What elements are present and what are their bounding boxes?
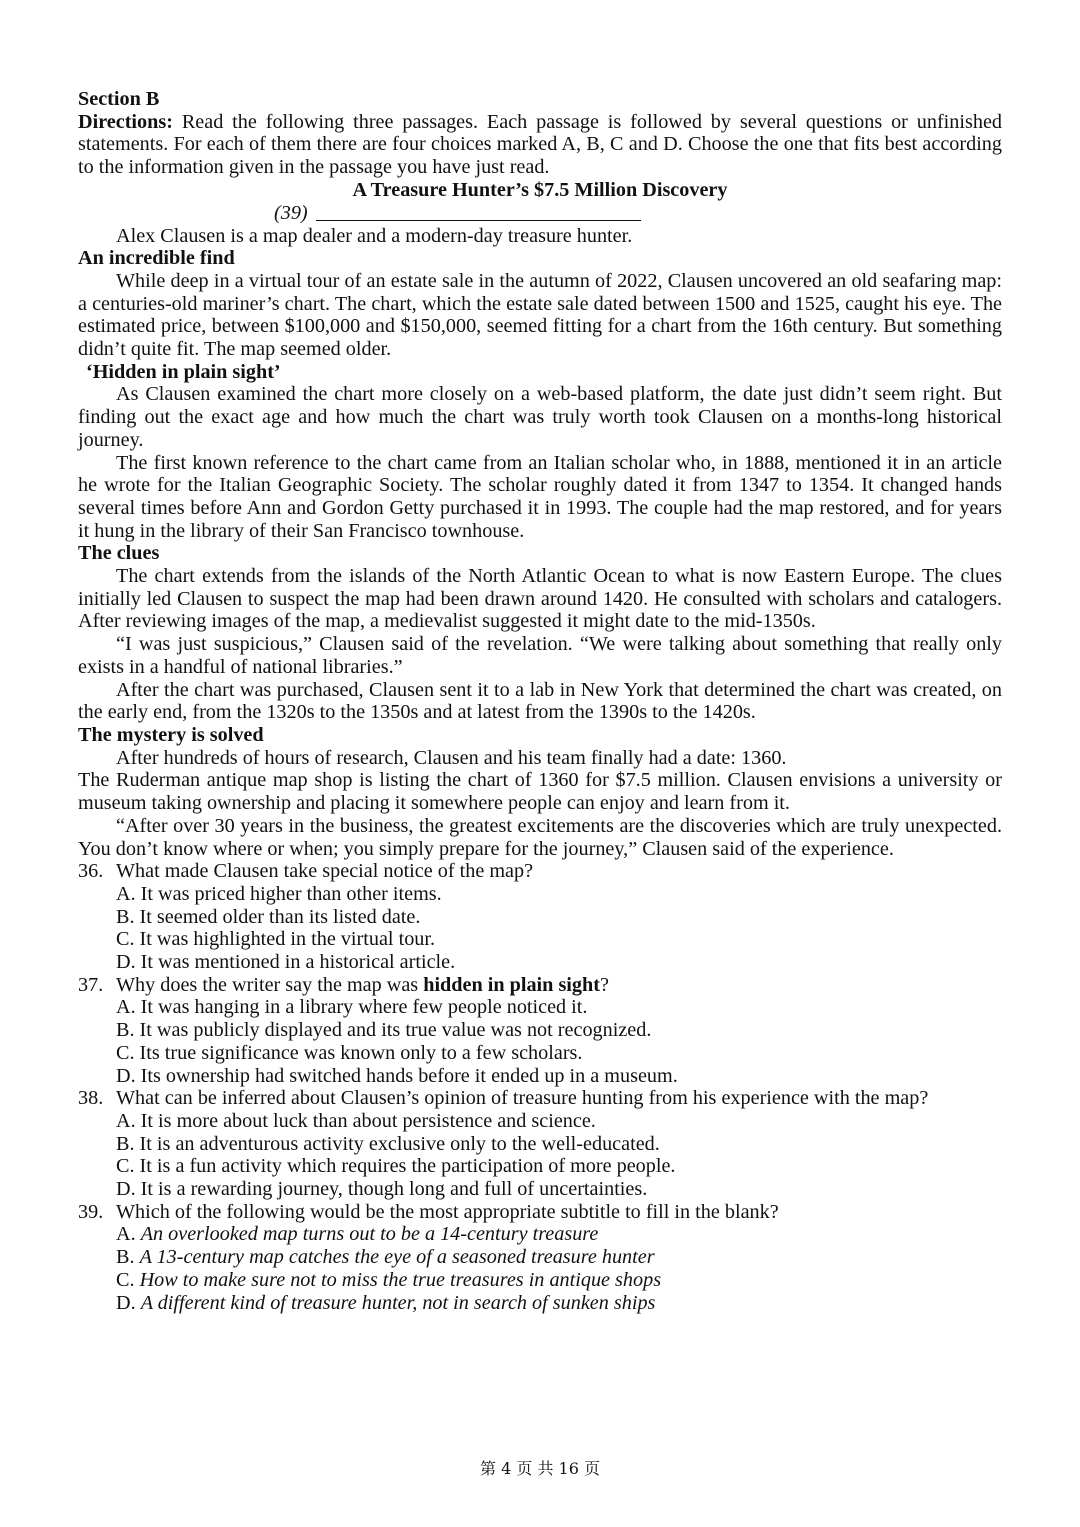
answer-option[interactable]: B. It was publicly displayed and its true value was not recognized.: [116, 1019, 652, 1042]
question-stem: Which of the following would be the most appropriate subtitle to fill in the blank?: [116, 1200, 779, 1223]
paragraph: “After over 30 years in the business, the greatest excitements are the discoveries which are truly unexpected. You don’t know where or when; you simply prepare for the journey,” Clausen said of the experience.: [78, 814, 1002, 860]
exam-page: [78, 88, 1002, 1314]
option-text: A different kind of treasure hunter, not in search of sunken ships: [140, 1291, 656, 1314]
page-footer: 第 4 页 共 16 页: [480, 1459, 600, 1478]
option-letter: D.: [116, 1291, 141, 1314]
section-heading: ‘Hidden in plain sight’: [86, 360, 281, 383]
answer-option[interactable]: C. It was highlighted in the virtual tour.: [116, 928, 436, 951]
paragraph: After the chart was purchased, Clausen sent it to a lab in New York that determined the chart was created, on the early end, from the 1320s to the 1350s and at latest from the 1390s to the 1420s.: [78, 678, 1002, 724]
question-number: 37.: [78, 973, 104, 996]
section-title: Section B: [78, 88, 160, 110]
directions-label: Directions:: [78, 110, 173, 133]
answer-option[interactable]: [78, 1223, 1002, 1246]
question-stem: [116, 974, 609, 997]
question-36: [78, 860, 1002, 883]
option-letter: A.: [116, 1223, 141, 1246]
option-text: How to make sure not to miss the true treasures in antique shops: [139, 1268, 662, 1291]
question-stem: What made Clausen take special notice of the map?: [116, 860, 534, 883]
answer-option[interactable]: A. It was hanging in a library where few people noticed it.: [116, 996, 588, 1019]
question-number: 36.: [78, 860, 104, 883]
option-letter: C.: [116, 1268, 140, 1291]
question-stem-keyword: hidden in plain sight: [423, 973, 600, 996]
section-heading: The mystery is solved: [78, 723, 264, 746]
answer-option[interactable]: D. Its ownership had switched hands before it ended up in a museum.: [116, 1064, 678, 1087]
paragraph: The first known reference to the chart came from an Italian scholar who, in 1888, mentioned it in an article he wrote for the Italian Geographic Society. The scholar roughly dated it from 1347 to 1354. It changed hands several times before Ann and Gordon Getty purchased it in 1993. The couple had the map restored, and for years it hung in the library of their San Francisco townhouse.: [78, 451, 1002, 542]
question-number: 38.: [78, 1087, 104, 1110]
answer-option[interactable]: B. It is an adventurous activity exclusive only to the well-educated.: [116, 1132, 660, 1155]
section-heading: An incredible find: [78, 247, 235, 270]
intro-paragraph: Alex Clausen is a map dealer and a modern-day treasure hunter.: [116, 224, 633, 247]
answer-option[interactable]: [78, 1246, 1002, 1269]
question-39: [78, 1201, 1002, 1224]
question-stem-text: Why does the writer say the map was: [116, 973, 424, 996]
paragraph: After hundreds of hours of research, Clausen and his team finally had a date: 1360.: [116, 746, 787, 769]
question-38: [78, 1087, 1002, 1110]
paragraph: While deep in a virtual tour of an estate sale in the autumn of 2022, Clausen uncovered an old seafaring map: a centuries-old mariner’s chart. The chart, which the estate sale dated between 1500 and 1525, caught his eye. The estimated price, between $100,000 and $150,000, seemed fitting for a chart from the 16th century. But something didn’t quite fit. The map seemed older.: [78, 269, 1002, 361]
subtitle-blank: [316, 220, 641, 221]
article-title: A Treasure Hunter’s $7.5 Million Discovery: [352, 178, 728, 201]
question-number: 39.: [78, 1200, 104, 1223]
option-letter: B.: [116, 1246, 140, 1269]
subtitle-blank-line: [78, 202, 1002, 225]
answer-option[interactable]: A. It is more about luck than about persistence and science.: [116, 1109, 596, 1132]
answer-option[interactable]: C. Its true significance was known only to a few scholars.: [116, 1041, 583, 1064]
paragraph: The chart extends from the islands of the North Atlantic Ocean to what is now Eastern Europe. The clues initially led Clausen to suspect the map had been drawn around 1420. He consulted with scholars and catalogers. After reviewing images of the map, a medievalist suggested it might date to the mid-1350s.: [78, 565, 1002, 633]
answer-option[interactable]: D. It is a rewarding journey, though long and full of uncertainties.: [116, 1178, 648, 1201]
option-text: An overlooked map turns out to be a 14-century treasure: [140, 1223, 599, 1246]
answer-option[interactable]: A. It was priced higher than other items.: [116, 882, 442, 905]
paragraph: As Clausen examined the chart more closely on a web-based platform, the date just didn’t seem right. But finding out the exact age and how much the chart was truly worth took Clausen on a months-long historical journey.: [78, 383, 1002, 451]
answer-option[interactable]: [78, 1292, 1002, 1315]
directions-text: Read the following three passages. Each passage is followed by several questions or unfinished statements. For each of them there are four choices marked A, B, C and D. Choose the one that fits best according to the information given in the passage you have just read.: [78, 110, 1002, 179]
answer-option[interactable]: [78, 1269, 1002, 1292]
paragraph: The Ruderman antique map shop is listing the chart of 1360 for $7.5 million. Clausen envisions a university or museum taking ownership and placing it somewhere people can enjoy and learn from it.: [78, 769, 1002, 815]
directions: [78, 111, 1002, 179]
question-37: [78, 974, 1002, 997]
answer-option[interactable]: B. It seemed older than its listed date.: [116, 905, 421, 928]
question-stem: What can be inferred about Clausen’s opinion of treasure hunting from his experience with the map?: [116, 1087, 929, 1110]
answer-option[interactable]: D. It was mentioned in a historical article.: [116, 951, 456, 974]
option-text: A 13-century map catches the eye of a seasoned treasure hunter: [139, 1246, 655, 1269]
section-heading: The clues: [78, 542, 160, 565]
subtitle-number: (39): [274, 201, 308, 224]
answer-option[interactable]: C. It is a fun activity which requires the participation of more people.: [116, 1155, 676, 1178]
paragraph: “I was just suspicious,” Clausen said of the revelation. “We were talking about something that really only exists in a handful of national libraries.”: [78, 633, 1002, 678]
question-stem-end: ?: [599, 973, 609, 996]
